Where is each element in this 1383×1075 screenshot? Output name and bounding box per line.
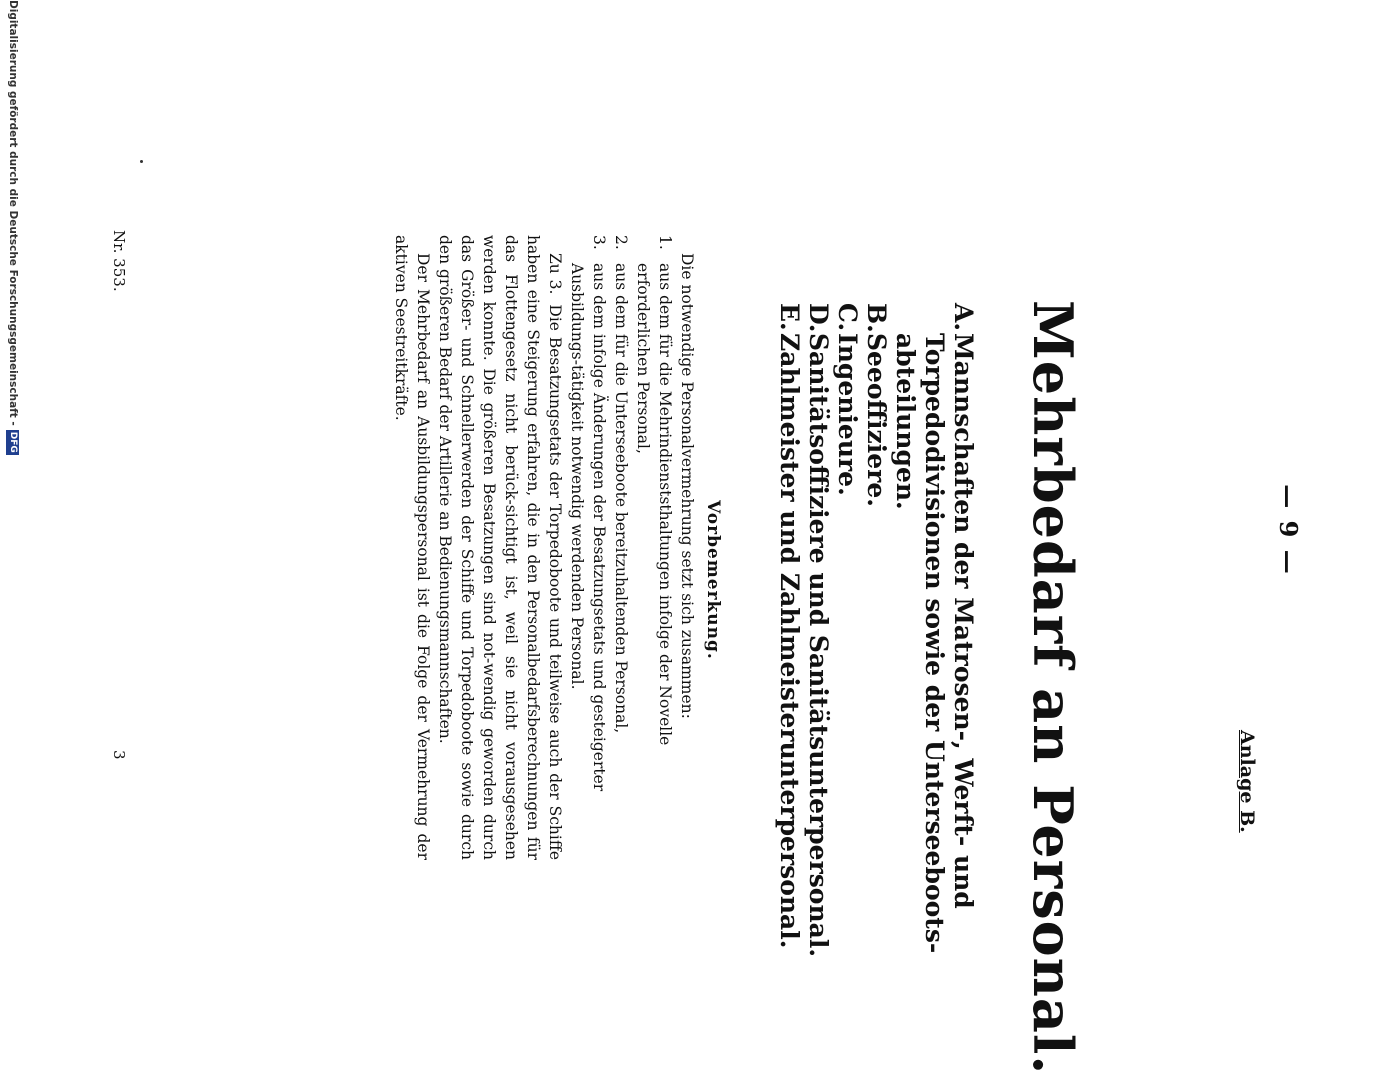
category-text: Zahlmeister und Zahlmeisterunterpersonal.: [775, 333, 804, 949]
preliminary-intro: Die notwendige Personalvermehrung setzt sich zusammen:: [678, 253, 696, 719]
category-item: [775, 303, 804, 983]
list-item: [610, 235, 632, 860]
category-item: [833, 303, 862, 983]
category-letter: A.: [949, 303, 978, 332]
sheet-number: 3: [110, 750, 128, 760]
page-number: — 9 —: [1274, 484, 1303, 576]
list-text: aus dem für die Unterseeboote bereitzuhaltenden Personal,: [612, 263, 630, 734]
list-number: 1.: [656, 235, 674, 250]
category-item: [862, 303, 891, 983]
category-text: Sanitätsoffiziere und Sanitätsunterpersonal.: [804, 333, 833, 958]
category-text: Ingenieure.: [833, 333, 862, 496]
document-reference: Nr. 353.: [110, 230, 128, 292]
paragraph-lead: Zu 3.: [546, 253, 564, 295]
closing-paragraph: Der Mehrbedarf an Ausbildungspersonal ist die Folge der Vermehrung der aktiven Seestreitkräfte.: [392, 235, 432, 860]
scan-speck: [140, 160, 143, 163]
credit-text: Digitalisierung gefördert durch die Deutsche Forschungsgemeinschaft -: [7, 0, 19, 426]
category-item: [804, 303, 833, 983]
explanation-paragraph: [434, 235, 566, 860]
digitization-credit: [5, 0, 21, 455]
list-number: 3.: [590, 235, 608, 250]
category-letter: D.: [804, 303, 833, 333]
paragraph-text: Die Besatzungsetats der Torpedoboote und teilweise auch der Schiffe haben eine Steigerung erfahren, die in den Personalbedarfsberechnungen für das Flottengesetz nicht berück-sichtigt ist, weil sie nicht vorausgesehen werden konnte. Die größeren Besatzungen sind not-wendig geworden durch das Größer- und Schnellerwerden der Schiffe und Torpedoboote sowie durch den größeren Bedarf der Artillerie an Bedienungsmannschaften.: [436, 235, 564, 861]
list-text: aus dem für die Mehrindienststhaltungen infolge der Novelle erforderlichen Personal,: [634, 263, 674, 746]
preliminary-heading: Vorbemerkung.: [703, 500, 723, 660]
list-item: [632, 235, 676, 860]
category-letter: E.: [775, 303, 804, 331]
preliminary-body: [390, 235, 698, 860]
category-letter: C.: [833, 303, 862, 332]
dfg-logo: DFG: [8, 431, 19, 453]
category-text: Mannschaften der Matrosen-, Werft- und Torpedodivisionen sowie der Unterseeboots-abteilungen.: [891, 333, 978, 954]
category-list: [775, 303, 978, 983]
list-number: 2.: [612, 235, 630, 250]
category-item: [891, 303, 978, 983]
list-item: [566, 235, 610, 860]
appendix-label: Anlage B.: [1236, 730, 1258, 833]
list-text: aus dem infolge Änderungen der Besatzungsetats und gesteigerter Ausbildungs-tätigkeit notwendig werdenden Personal.: [568, 263, 608, 792]
category-letter: B.: [862, 303, 891, 333]
category-text: Seeoffiziere.: [862, 333, 891, 507]
page-title: Mehrbedarf an Personal.: [1021, 300, 1085, 1075]
